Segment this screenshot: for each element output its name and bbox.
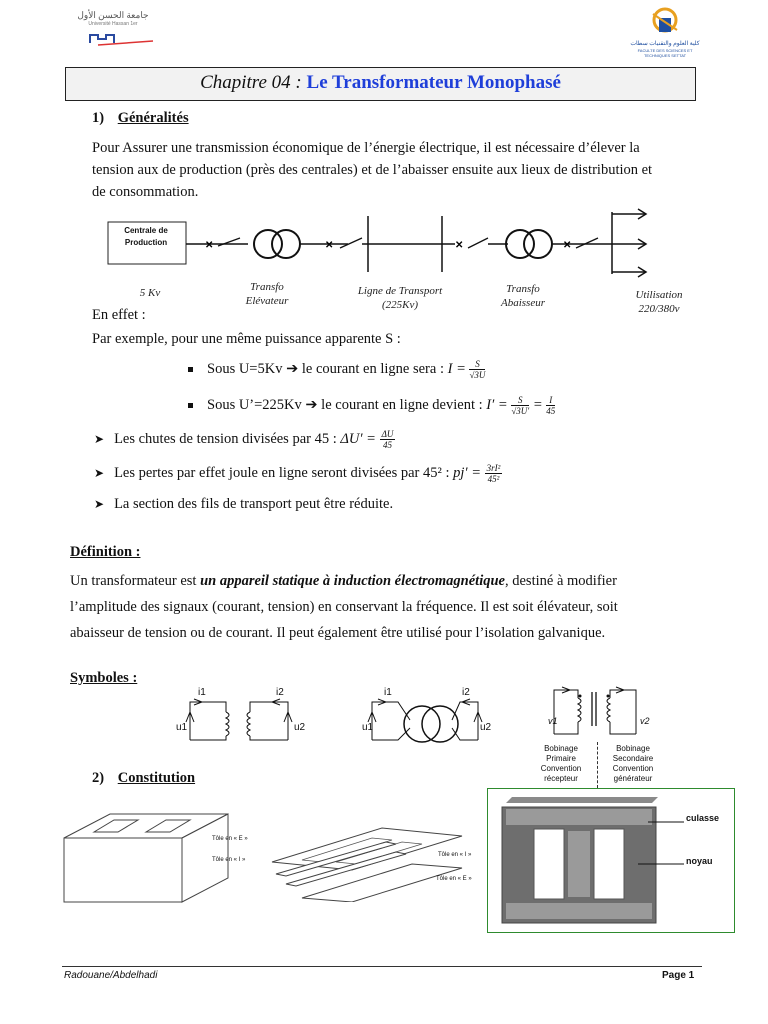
section-1-paragraph — [92, 137, 712, 203]
university-logo-graphic — [68, 27, 158, 49]
chapter-title — [66, 72, 695, 94]
current-i1-label: i1 — [198, 687, 206, 698]
arrow-item-text: Les chutes de tension divisées par 45 : — [114, 431, 341, 447]
section-2-title: Constitution — [117, 770, 196, 786]
breaker-mark: ✕ — [205, 240, 214, 251]
lamination-sheets-drawing — [262, 822, 472, 902]
chapter-name: Le Transformateur Monophasé — [306, 72, 561, 93]
fraction: $\frac{I}{45}$ — [546, 395, 556, 417]
current-i2-label: i2 — [276, 687, 284, 698]
paragraph-line: tension aux de production (près des centrales) et de l’abaisser ensuite aux lieux de distribution et — [92, 162, 653, 178]
power-plant-label: Centrale de Production — [124, 226, 168, 247]
center-leg — [568, 831, 590, 897]
transformer-icon — [506, 230, 534, 258]
arrow-bullet-icon: ➤ — [94, 466, 105, 480]
i-sheet-label: Tôle en « I » — [212, 857, 246, 863]
coil-icon — [247, 712, 250, 736]
fraction: $\frac{S}{√3U'}$ — [511, 395, 530, 417]
symbols-heading: Symboles : — [70, 670, 138, 686]
university-logo — [68, 10, 158, 55]
en-effet: En effet : — [92, 307, 146, 323]
switch-icon — [218, 238, 240, 246]
faculty-logo — [628, 6, 702, 60]
upper-yoke — [506, 809, 652, 825]
equation: ΔU′ = — [340, 431, 376, 447]
university-logo-latin: Université Hassan 1er — [88, 21, 138, 27]
voltage-u2-label: u2 — [294, 722, 306, 733]
i-sheet-label: Tôle en « I » — [438, 852, 472, 858]
equation: pj′ = — [453, 465, 482, 481]
paragraph-line: de consommation. — [92, 184, 199, 200]
faculty-logo-graphic — [645, 6, 685, 36]
arrow-item-text: La section des fils de transport peut être réduite. — [114, 496, 394, 512]
step-down-transformer-label: Transfo Abaisseur — [501, 283, 545, 309]
transformer-icon — [272, 230, 300, 258]
e-sheet-label: Tôle en « E » — [212, 836, 248, 842]
current-i1-label: i1 — [384, 687, 392, 698]
section-2-heading — [92, 770, 195, 787]
equation: I′ = — [486, 397, 508, 413]
paragraph-line: abaisseur de tension ou de courant. Il peut également être utilisé pour l’isolation galvanique. — [70, 625, 606, 641]
breaker-mark: ✕ — [563, 240, 572, 251]
usage-label: Utilisation 220/380v — [635, 289, 683, 315]
bullet-item: Sous U’=225Kv ➔ le courant en ligne devient : I′ = $\frac{S}{√3U'}$ = $\frac{I}{45}$ — [188, 394, 555, 416]
core-window — [534, 829, 564, 899]
caption-divider — [597, 742, 598, 788]
faculty-logo-arabic: كلية العلوم والتقنيات سطات — [630, 41, 700, 47]
paragraph-line: Pour Assurer une transmission économique de l’énergie électrique, il est nécessaire d’élever la — [92, 140, 640, 156]
paragraph-line: l’amplitude des signaux (courant, tension) en conservant la fréquence. Il est soit élévateur, soit — [70, 599, 618, 615]
paragraph-line: Un transformateur est un appareil statique à induction électromagnétique, destiné à modifier — [70, 573, 617, 589]
section-1-number: 1) — [92, 110, 105, 126]
fraction: $\frac{S}{√3U}$ — [469, 359, 486, 381]
faculty-logo-latin: FACULTE DES SCIENCES ET TECHNIQUES SETTAT — [637, 48, 693, 58]
coil-icon — [607, 698, 610, 722]
example-intro: Par exemple, pour une même puissance apparente S : — [92, 331, 401, 347]
switch-icon — [468, 238, 488, 248]
secondary-convention-caption: Bobinage Secondaire Convention générateur — [612, 744, 654, 783]
e-lamination — [302, 864, 462, 902]
breaker-mark: ✕ — [455, 240, 464, 251]
voltage-u1-label: u1 — [362, 722, 374, 733]
arrow-item — [94, 462, 502, 484]
transformer-symbol-circles — [350, 688, 500, 750]
core-window — [594, 829, 624, 899]
transmission-line-label: Ligne de Transport (225Kv) — [357, 285, 443, 311]
section-1-heading — [92, 110, 189, 127]
arrow-item — [94, 493, 393, 515]
core-leg-label: noyau — [686, 856, 713, 866]
page-number: Page 1 — [662, 970, 695, 981]
coil-icon — [578, 698, 581, 722]
breaker-mark: ✕ — [325, 240, 334, 251]
arrow-bullet-icon: ➤ — [94, 497, 105, 511]
definition-paragraph — [70, 568, 710, 646]
footer-author: Radouane/Abdelhadi — [64, 970, 158, 981]
primary-convention-caption: Bobinage Primaire Convention récepteur — [540, 744, 582, 783]
coil-icon — [226, 712, 229, 736]
step-up-transformer-label: Transfo Elévateur — [245, 281, 289, 307]
voltage-u2-label: u2 — [480, 722, 492, 733]
fraction: $\frac{\Delta U}{45}$ — [381, 429, 394, 451]
lower-yoke — [506, 903, 652, 919]
yoke-label: culasse — [686, 813, 720, 823]
fraction: $\frac{\text{3rI²}}{\text{45²}}$ — [486, 463, 501, 485]
section-1-title: Généralités — [117, 110, 189, 126]
current-i2-label: i2 — [462, 687, 470, 698]
section-2-number: 2) — [92, 770, 105, 786]
equation: I = — [447, 361, 466, 377]
bullet-icon — [188, 367, 193, 372]
switch-icon — [340, 238, 362, 248]
voltage-v2-label: v2 — [640, 716, 650, 726]
voltage-u1-label: u1 — [176, 722, 188, 733]
bullet-text: Sous U’=225Kv ➔ le courant en ligne devient : — [207, 397, 487, 413]
voltage-5kv-label: 5 Kv — [139, 287, 161, 299]
bullet-text: Sous U=5Kv ➔ le courant en ligne sera : — [207, 361, 448, 377]
dot-marker — [607, 695, 610, 698]
bullet-item — [188, 358, 485, 380]
core-block-drawing — [62, 808, 232, 908]
arrow-item-text: Les pertes par effet joule en ligne seront divisées par 45² : — [114, 465, 454, 481]
arrow-bullet-icon: ➤ — [94, 432, 105, 446]
university-logo-arabic: جامعة الحسن الأول — [77, 10, 149, 20]
power-chain-diagram — [100, 208, 700, 288]
arrow-item — [94, 428, 395, 450]
transformer-icon — [524, 230, 552, 258]
footer-rule — [62, 966, 702, 967]
transformer-icon — [254, 230, 282, 258]
chapter-number: Chapitre 04 : — [200, 72, 302, 93]
switch-icon — [576, 238, 598, 248]
transformer-symbol-conventions — [540, 676, 670, 740]
voltage-v1-label: v1 — [548, 716, 558, 726]
chapter-title-box — [65, 67, 696, 101]
transformer-symbol-coils — [168, 688, 318, 750]
definition-heading: Définition : — [70, 544, 141, 560]
dot-marker — [579, 695, 582, 698]
e-sheet-label: Tôle en « E » — [436, 876, 472, 882]
bullet-icon — [188, 403, 193, 408]
